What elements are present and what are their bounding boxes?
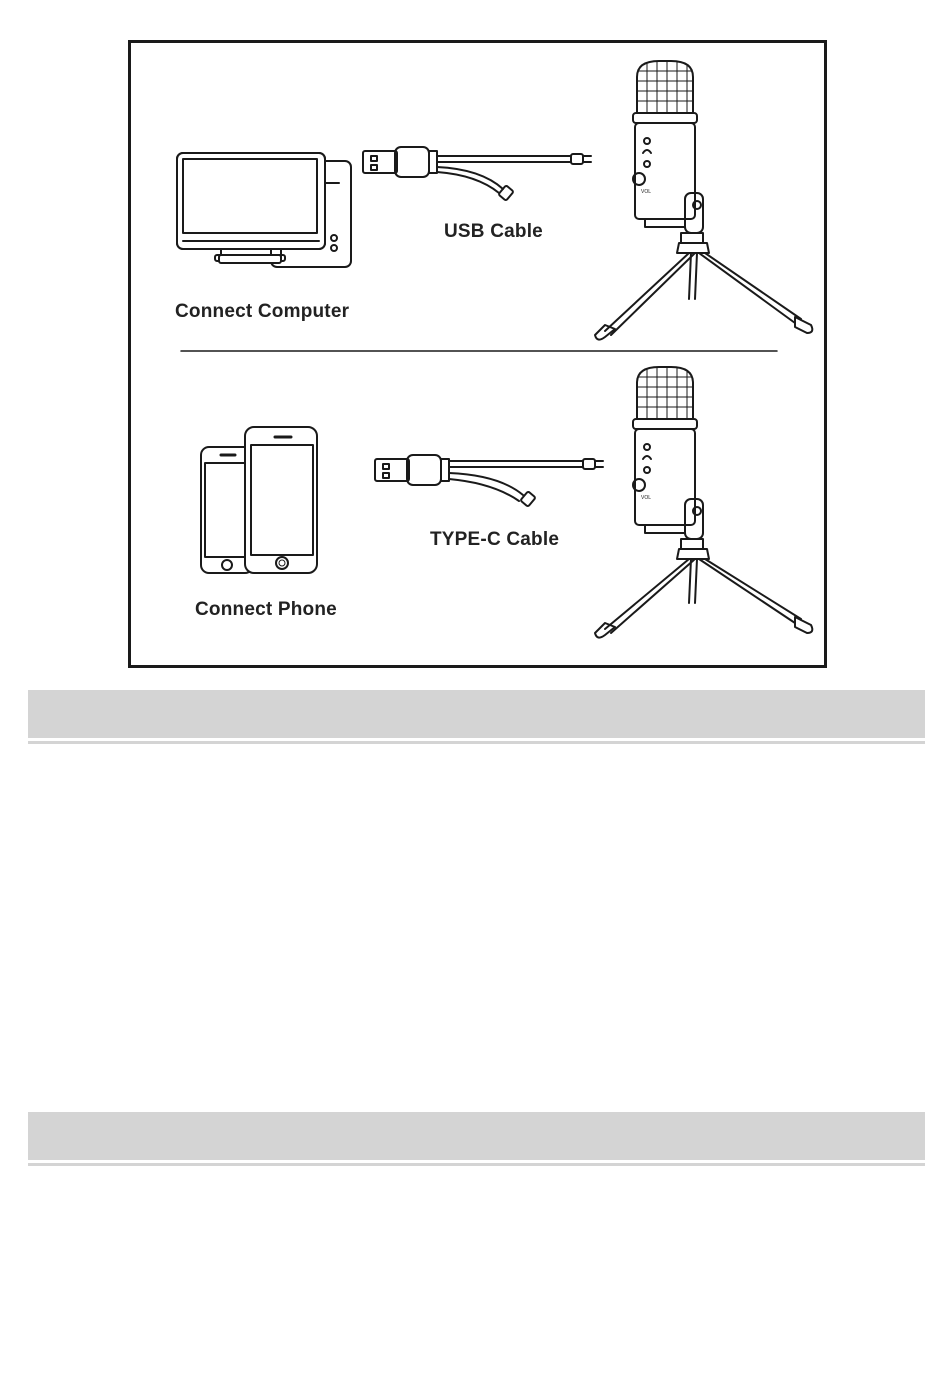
type-c-cable-icon — [375, 455, 603, 507]
section-header-bar-2 — [28, 1112, 925, 1160]
connect-phone-label: Connect Phone — [195, 599, 337, 620]
usb-cable-icon — [363, 147, 591, 201]
connection-diagram — [128, 40, 827, 668]
usb-cable-label: USB Cable — [444, 221, 543, 242]
type-c-cable-label: TYPE-C Cable — [430, 529, 560, 550]
section-header-bar-1 — [28, 690, 925, 738]
usb-microphone-on-tripod-icon — [595, 61, 812, 340]
section-rule-1 — [28, 741, 925, 744]
desktop-computer-icon — [177, 153, 351, 267]
smartphones-icon — [201, 427, 317, 573]
usb-microphone-on-tripod-icon — [595, 367, 812, 638]
svg-text:VOL: VOL — [641, 495, 652, 501]
svg-text:VOL: VOL — [641, 189, 652, 195]
connect-computer-label: Connect Computer — [175, 301, 350, 322]
section-rule-2 — [28, 1163, 925, 1166]
